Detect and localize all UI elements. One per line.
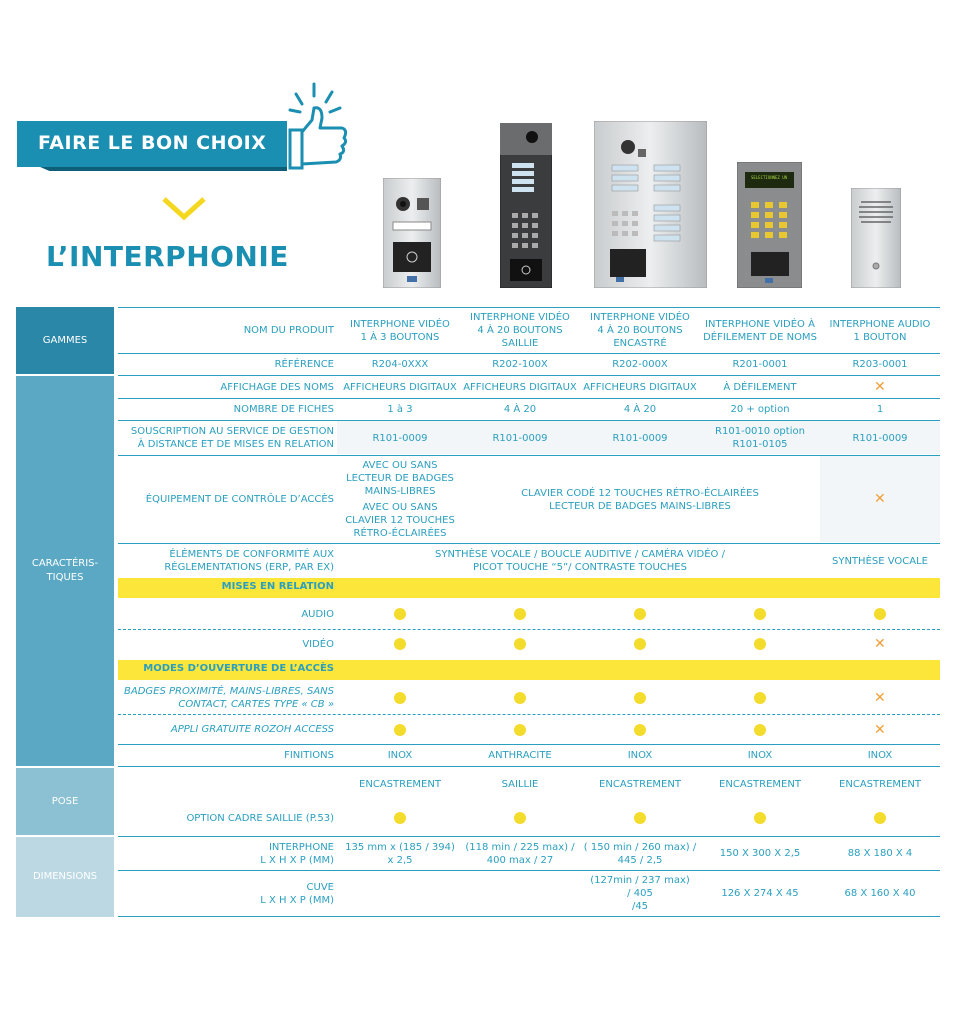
ref-4: R201-0001 <box>732 359 788 370</box>
divider <box>118 916 940 917</box>
label-badges: BADGES PROXIMITÉ, MAINS-LIBRES, SANS CONTACT, CARTES TYPE « CB » <box>124 686 334 710</box>
dot-icon <box>514 638 526 650</box>
fiches-5: 1 <box>876 404 884 415</box>
conf-span: SYNTHÈSE VOCALE / BOUCLE AUDITIVE / CAMÉRA VIDÉO / PICOT TOUCHE “5”/ CONTRASTE TOUCHES <box>435 549 725 573</box>
fin-3: INOX <box>627 750 653 761</box>
label-equipement: ÉQUIPEMENT DE CONTRÔLE D’ACCÈS <box>145 494 334 505</box>
sous-1: R101-0009 <box>372 432 428 444</box>
label-video: VIDÉO <box>302 639 334 650</box>
ref-1: R204-0XXX <box>371 359 429 370</box>
cross-icon: ✕ <box>874 379 886 395</box>
fiches-1: 1 à 3 <box>387 404 413 415</box>
product-image-r201 <box>737 162 802 288</box>
dot-icon <box>754 638 766 650</box>
idim-1: 135 mm x (185 / 394) x 2,5 <box>345 841 455 866</box>
label-fiches: NOMBRE DE FICHES <box>233 404 334 415</box>
idim-5: 88 X 180 X 4 <box>847 848 913 859</box>
pose-5: ENCASTREMENT <box>839 778 921 790</box>
ref-2: R202-100X <box>492 359 548 370</box>
chevron-down-icon <box>162 197 206 221</box>
aff-4: À DÉFILEMENT <box>723 381 797 393</box>
conf-5: SYNTHÈSE VOCALE <box>832 555 928 567</box>
label-appli: APPLI GRATUITE ROZOH ACCESS <box>170 724 334 735</box>
cdim-5: 68 X 160 X 40 <box>844 888 916 899</box>
dot-icon <box>514 812 526 824</box>
product-image-r202-encastre <box>594 121 707 288</box>
label-finitions: FINITIONS <box>284 750 334 761</box>
dot-icon <box>634 638 646 650</box>
nom-5: INTERPHONE AUDIO 1 BOUTON <box>829 318 931 343</box>
fin-5: INOX <box>867 750 893 761</box>
page-title: L’INTERPHONIE <box>46 240 289 273</box>
dot-icon <box>754 812 766 824</box>
dot-icon <box>514 724 526 736</box>
label-conformite: ÉLÉMENTS DE CONFORMITÉ AUX RÉGLEMENTATIONS (ERP, PAR EX) <box>164 549 334 573</box>
sidebar-pose: POSE <box>16 768 114 835</box>
dot-icon <box>634 812 646 824</box>
pose-3: ENCASTREMENT <box>599 778 681 790</box>
aff-3: AFFICHEURS DIGITAUX <box>583 381 697 393</box>
cross-icon: ✕ <box>874 636 886 652</box>
dot-icon <box>754 692 766 704</box>
banner-text: FAIRE LE BON CHOIX <box>38 132 267 154</box>
idim-2: (118 min / 225 max) / 400 max / 27 <box>465 841 575 866</box>
band-modes: MODES D’OUVERTURE DE L’ACCÈS <box>118 660 940 680</box>
sous-4: R101-0010 option R101-0105 <box>715 426 805 450</box>
dot-icon <box>394 812 406 824</box>
fin-2: ANTHRACITE <box>488 750 552 761</box>
product-image-r203 <box>851 188 901 288</box>
fiches-3: 4 À 20 <box>623 404 657 415</box>
scroll-display-text: SELECTIONNEZ UN <box>750 175 788 180</box>
band-mises: MISES EN RELATION <box>118 578 940 598</box>
ref-5: R203-0001 <box>852 359 908 370</box>
nom-1: INTERPHONE VIDÉO 1 À 3 BOUTONS <box>350 318 450 343</box>
dot-icon <box>514 608 526 620</box>
cross-icon: ✕ <box>874 690 886 706</box>
product-image-r204 <box>383 178 441 288</box>
label-interphone-dim: INTERPHONE L X H X P (MM) <box>260 841 334 866</box>
label-cadre: OPTION CADRE SAILLIE (P.53) <box>186 812 334 824</box>
pose-2: SAILLIE <box>501 778 539 790</box>
dot-icon <box>394 724 406 736</box>
dot-icon <box>754 608 766 620</box>
sidebar-caracteristiques: CARACTÉRIS- TIQUES <box>16 376 114 766</box>
dot-icon <box>394 638 406 650</box>
aff-1: AFFICHEURS DIGITAUX <box>343 381 457 393</box>
nom-3: INTERPHONE VIDÉO 4 À 20 BOUTONS ENCASTRÉ <box>590 312 690 349</box>
fin-4: INOX <box>747 750 773 761</box>
label-nom: NOM DU PRODUIT <box>243 325 334 336</box>
aff-2: AFFICHEURS DIGITAUX <box>463 381 577 393</box>
label-audio: AUDIO <box>301 609 334 620</box>
dot-icon <box>634 608 646 620</box>
dot-icon <box>514 692 526 704</box>
fiches-4: 20 + option <box>730 404 790 415</box>
dot-icon <box>874 812 886 824</box>
dot-icon <box>634 724 646 736</box>
label-reference: RÉFÉRENCE <box>274 359 334 370</box>
sidebar-dimensions: DIMENSIONS <box>16 837 114 917</box>
dot-icon <box>394 692 406 704</box>
label-affichage: AFFICHAGE DES NOMS <box>220 381 334 393</box>
thumbs-up-icon <box>282 80 354 170</box>
idim-4: 150 X 300 X 2,5 <box>719 848 801 859</box>
idim-3: ( 150 min / 260 max) / 445 / 2,5 <box>583 841 697 866</box>
fiches-2: 4 À 20 <box>503 404 537 415</box>
sidebar-gammes: GAMMES <box>16 307 114 374</box>
fin-1: INOX <box>387 750 413 761</box>
equip-1a: AVEC OU SANS LECTEUR DE BADGES MAINS-LIBRES <box>346 459 454 497</box>
dot-icon <box>874 608 886 620</box>
dot-icon <box>634 692 646 704</box>
pose-1: ENCASTREMENT <box>359 778 441 790</box>
equip-1b: AVEC OU SANS CLAVIER 12 TOUCHES RÉTRO-ÉCLAIRÉES <box>345 501 455 539</box>
sous-5: R101-0009 <box>852 432 908 444</box>
nom-2: INTERPHONE VIDÉO 4 À 20 BOUTONS SAILLIE <box>470 312 570 349</box>
sous-3: R101-0009 <box>612 432 668 444</box>
dot-icon <box>394 608 406 620</box>
cdim-4: 126 X 274 X 45 <box>721 888 799 899</box>
equip-span: CLAVIER CODÉ 12 TOUCHES RÉTRO-ÉCLAIRÉES LECTEUR DE BADGES MAINS-LIBRES <box>521 487 759 512</box>
label-cuve-dim: CUVE L X H X P (MM) <box>260 881 334 906</box>
ref-3: R202-000X <box>612 359 668 370</box>
sous-2: R101-0009 <box>492 432 548 444</box>
pose-4: ENCASTREMENT <box>719 778 801 790</box>
cross-icon: ✕ <box>874 722 886 738</box>
nom-4: INTERPHONE VIDÉO À DÉFILEMENT DE NOMS <box>703 318 817 343</box>
label-souscription: SOUSCRIPTION AU SERVICE DE GESTION À DISTANCE ET DE MISES EN RELATION <box>130 426 334 450</box>
cross-icon: ✕ <box>874 491 886 507</box>
product-image-r202-saillie <box>500 123 552 288</box>
divider <box>118 766 940 767</box>
cdim-3: (127min / 237 max) / 405 /45 <box>590 875 690 912</box>
dot-icon <box>754 724 766 736</box>
